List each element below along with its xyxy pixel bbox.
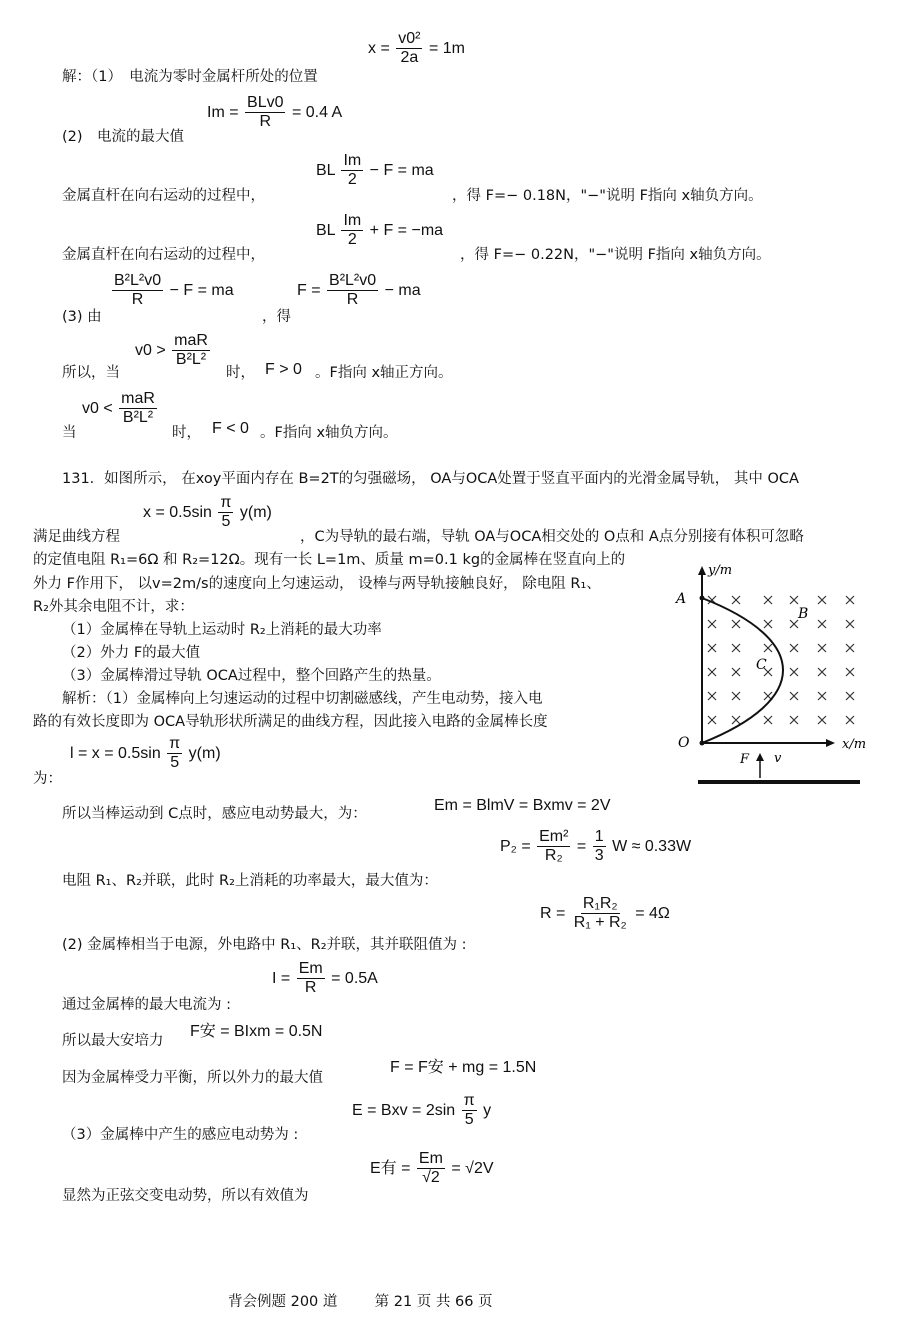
force-arrow-head bbox=[756, 753, 764, 761]
equation-6: F = $\frac{\text{B²L²v0}}{R}$ − ma bbox=[297, 272, 421, 309]
when-tail2: 。F指向 x轴负方向。 bbox=[260, 425, 398, 441]
q1-label: 解：（1） 电流为零时金属杆所处的位置 bbox=[62, 69, 318, 85]
p131-equation-r: R = $\frac{\text{R₁R₂}}{\text{R₁ + R₂}}$ = 4Ω bbox=[540, 895, 670, 932]
label-f: F bbox=[740, 752, 750, 767]
label-c: C bbox=[756, 657, 767, 673]
p131-equation-l: l = x = 0.5sin $\frac{\pi}{5}$ y(m) bbox=[70, 735, 221, 772]
p131-solution-9: 因为金属棒受力平衡，所以外力的最大值 bbox=[62, 1070, 323, 1086]
equation-im: Im = $\frac{\text{BLv0}}{R}$ = 0.4 A bbox=[207, 94, 343, 131]
p131-equation-f: F = F安 + mg = 1.5N bbox=[390, 1059, 537, 1076]
p131-line4: 外力 F作用下， 以v=2m/s的速度向上匀速运动， 设棒与两导轨接触良好， 除电阻 R₁、 bbox=[33, 576, 601, 592]
p131-question-2: （2）外力 F的最大值 bbox=[62, 645, 201, 661]
p131-solution-8: 所以最大安培力 bbox=[62, 1033, 164, 1049]
p131-line1: 131．如图所示， 在xoy平面内存在 B=2T的匀强磁场， OA与OCA处置于竖直平面内的光滑金属导轨， 其中 OCA bbox=[62, 471, 799, 487]
p131-equation-eff: E有 = $\frac{Em}{√2}$ = √2V bbox=[370, 1150, 494, 1187]
p131-solution-3-label: 为： bbox=[33, 771, 62, 787]
p131-equation-i: I = $\frac{Em}{R}$ = 0.5A bbox=[272, 960, 378, 997]
page-footer bbox=[228, 1290, 493, 1311]
p131-solution-2: 路的有效长度即为 OCA导轨形状所满足的曲线方程，因此接入电路的金属棒长度 bbox=[33, 714, 548, 730]
x-axis-label: x/m bbox=[842, 737, 867, 752]
equation-4: BL $\frac{Im}{2}$ + F = −ma bbox=[316, 212, 444, 249]
p131-equation-em: Em = BlmV = Bxmv = 2V bbox=[434, 797, 611, 814]
p131-solution-11: 显然为正弦交变电动势，所以有效值为 bbox=[62, 1188, 309, 1204]
y-axis-label: y/m bbox=[708, 563, 733, 578]
label-b: B bbox=[798, 606, 809, 622]
x-axis-arrow bbox=[826, 739, 835, 747]
point-a bbox=[700, 596, 705, 601]
footer-page-number: 第 21 页 共 66 页 bbox=[374, 1294, 493, 1310]
p131-line3: 的定值电阻 R₁=6Ω 和 R₂=12Ω。现有一长 L=1m、质量 m=0.1 kg的金属棒在竖直向上的 bbox=[33, 552, 626, 568]
p131-solution-7: 通过金属棒的最大电流为 : bbox=[62, 997, 231, 1013]
equation-8: v0 < $\frac{\text{maR}}{\text{B²L²}}$ bbox=[82, 390, 155, 427]
when-label: 当 bbox=[62, 425, 77, 441]
p131-equation-p2: P₂ = $\frac{\text{Em²}}{\text{R₂}}$ = $\frac{1}{3}$ W ≈ 0.33W bbox=[500, 828, 692, 865]
q3-label: (3) 由 bbox=[62, 309, 102, 325]
p131-solution-5: 电阻 R₁、R₂并联，此时 R₂上消耗的功率最大，最大值为： bbox=[62, 873, 438, 889]
magnetic-field-figure bbox=[670, 560, 885, 790]
label-o: O bbox=[678, 735, 690, 751]
point-o bbox=[700, 741, 705, 746]
p131-solution-4: 所以当棒运动到 C点时，感应电动势最大，为： bbox=[62, 806, 367, 822]
equation-3: BL $\frac{Im}{2}$ − F = ma bbox=[316, 152, 434, 189]
p131-question-3: （3）金属棒滑过导轨 OCA过程中，整个回路产生的热量。 bbox=[62, 668, 441, 684]
figure-svg bbox=[670, 560, 885, 790]
q2-label: (2) 电流的最大值 bbox=[62, 129, 185, 145]
label-v: v bbox=[774, 751, 782, 766]
so-tail1: 时， bbox=[226, 365, 255, 381]
line3-tail: ，得 F=− 0.18N，"−"说明 F指向 x轴负方向。 bbox=[452, 188, 763, 204]
p131-solution-10: （3）金属棒中产生的感应电动势为 : bbox=[62, 1127, 299, 1143]
p131-line5: R₂外其余电阻不计，求： bbox=[33, 599, 194, 615]
footer-book-title: 背会例题 200 道 bbox=[228, 1294, 338, 1310]
p131-equation-e: E = Bxv = 2sin $\frac{\pi}{5}$ y bbox=[352, 1092, 492, 1129]
equation-7: v0 > $\frac{\text{maR}}{\text{B²L²}}$ bbox=[135, 332, 208, 369]
p131-curve-equation: x = 0.5sin $\frac{\pi}{5}$ y(m) bbox=[143, 494, 272, 531]
label-a: A bbox=[676, 591, 687, 607]
p131-curve-label: 满足曲线方程 bbox=[33, 529, 120, 545]
so-cond1: F > 0 bbox=[265, 361, 302, 378]
so-tail2: 。F指向 x轴正方向。 bbox=[315, 365, 453, 381]
p131-solution-6: (2) 金属棒相当于电源，外电路中 R₁、R₂并联，其并联阻值为 : bbox=[62, 937, 467, 953]
line3-text: 金属直杆在向右运动的过程中， bbox=[62, 188, 265, 204]
line4-text: 金属直杆在向右运动的过程中， bbox=[62, 247, 265, 263]
p131-equation-fa: F安 = BIxm = 0.5N bbox=[190, 1023, 323, 1040]
y-axis-arrow bbox=[698, 566, 706, 575]
when-cond: F < 0 bbox=[212, 420, 249, 437]
p131-question-1: （1）金属棒在导轨上运动时 R₂上消耗的最大功率 bbox=[62, 622, 382, 638]
p131-solution-1: 解析：（1）金属棒向上匀速运动的过程中切割磁感线，产生电动势，接入电 bbox=[62, 691, 543, 707]
p131-line2-tail: ，C为导轨的最右端，导轨 OA与OCA相交处的 O点和 A点分别接有体积可忽略 bbox=[300, 529, 804, 545]
line4-tail: ，得 F=− 0.22N，"−"说明 F指向 x轴负方向。 bbox=[460, 247, 771, 263]
when-tail1: 时， bbox=[172, 425, 201, 441]
q3-mid: ，得 bbox=[262, 309, 291, 325]
equation-5: $\frac{\text{B²L²v0}}{R}$ − F = ma bbox=[114, 272, 234, 309]
so-label: 所以，当 bbox=[62, 365, 120, 381]
equation-x: x = $\frac{\text{v0²}}{2a}$ = 1m bbox=[368, 30, 465, 67]
